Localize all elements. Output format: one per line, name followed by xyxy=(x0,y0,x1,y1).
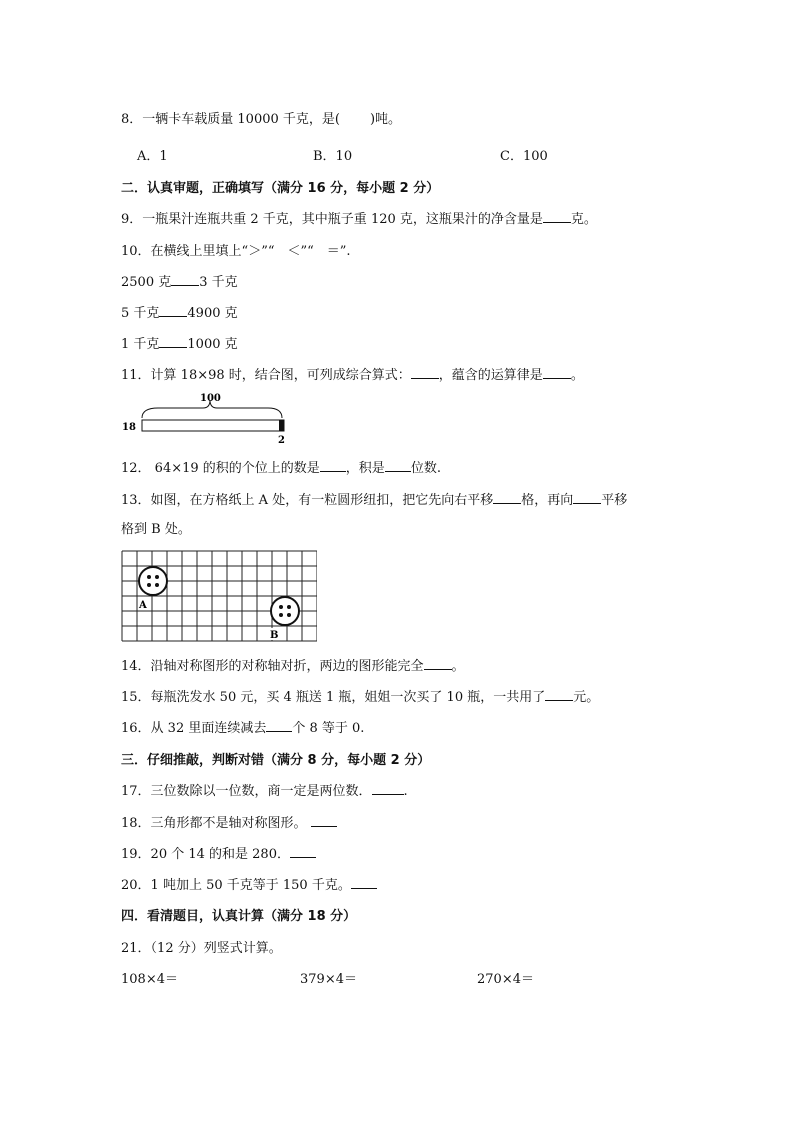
q10-row-2-right: 4900 克 xyxy=(187,306,238,321)
q13-blank-2[interactable] xyxy=(573,491,601,504)
q11-blank-2[interactable] xyxy=(543,366,571,379)
q15-text: 15．每瓶洗发水 50 元，买 4 瓶送 1 瓶，姐姐一次买了 10 瓶，一共用了 xyxy=(121,690,546,705)
q11-bar xyxy=(142,420,284,431)
q10-row-1-right: 3 千克 xyxy=(199,275,238,290)
q20-text: 20．1 吨加上 50 千克等于 150 千克。 xyxy=(121,878,351,893)
q11-text: 11．计算 18×98 时，结合图，可列成综合算式： xyxy=(121,368,411,383)
q14-line xyxy=(121,655,465,674)
q15-line xyxy=(121,686,599,705)
q11-label-2: 2 xyxy=(278,435,285,446)
q16-blank[interactable] xyxy=(266,719,292,732)
q16-text: 16．从 32 里面连续减去 xyxy=(121,721,267,736)
q12-line xyxy=(121,457,441,476)
q12-text: 12． 64×19 的积的个位上的数是 xyxy=(121,461,320,476)
q8-text: 8．一辆卡车载质量 10000 千克，是( xyxy=(121,112,340,127)
q10-row-2-left: 5 千克 xyxy=(121,306,160,321)
q12-blank-1[interactable] xyxy=(320,459,346,472)
q10-text: 10．在横线上里填上“＞”“ ＜”“ ＝”. xyxy=(121,244,351,259)
q21-text: 21．（12 分）列竖式计算。 xyxy=(121,941,282,956)
q19-text: 19．20 个 14 的和是 280． xyxy=(121,847,290,862)
q9-tail: 克。 xyxy=(570,212,597,227)
q18-text: 18．三角形都不是轴对称图形。 xyxy=(121,816,307,831)
q10-row-3-left: 1 千克 xyxy=(121,337,160,352)
q10-row-3 xyxy=(121,333,238,352)
q10-row-3-blank[interactable] xyxy=(159,335,187,348)
button-a-icon xyxy=(139,567,167,595)
q17-tail: . xyxy=(403,784,408,799)
q21-item-2: 379×4＝ xyxy=(300,972,357,987)
q14-tail: 。 xyxy=(451,659,465,674)
button-b-icon xyxy=(271,597,299,625)
q15-blank[interactable] xyxy=(545,688,573,701)
q21-item-1: 108×4＝ xyxy=(121,972,178,987)
q13-blank-1[interactable] xyxy=(493,491,521,504)
section2-title: 二．认真审题，正确填写（满分 16 分，每小题 2 分） xyxy=(121,181,440,196)
q17-text: 17．三位数除以一位数，商一定是两位数． xyxy=(121,784,372,799)
q11-bar-figure xyxy=(118,388,298,446)
q13-label-b: B xyxy=(270,630,279,641)
q8-tail: )吨。 xyxy=(369,112,402,127)
q12-mid: ，积是 xyxy=(345,461,385,476)
q21-item-3: 270×4＝ xyxy=(477,972,534,987)
q18-blank[interactable] xyxy=(311,814,337,827)
q13-grid-lines xyxy=(122,551,317,641)
q13-grid xyxy=(121,550,317,642)
q15-tail: 元。 xyxy=(573,690,600,705)
q11-tail: 。 xyxy=(570,368,584,383)
q10-row-1-left: 2500 克 xyxy=(121,275,172,290)
q11-bar-end xyxy=(279,420,284,431)
q17-blank[interactable] xyxy=(372,782,404,795)
q11-label-100: 100 xyxy=(200,393,221,404)
q9-text: 9．一瓶果汁连瓶共重 2 千克，其中瓶子重 120 克，这瓶果汁的净含量是 xyxy=(121,212,543,227)
q16-line xyxy=(121,717,364,736)
q18-line xyxy=(121,812,337,831)
q16-tail: 个 8 等于 0. xyxy=(292,721,365,736)
q11-line xyxy=(121,364,584,383)
q11-blank-1[interactable] xyxy=(411,366,439,379)
section4-title: 四．看清题目，认真计算（满分 18 分） xyxy=(121,909,357,924)
section3-title: 三．仔细推敲，判断对错（满分 8 分，每小题 2 分） xyxy=(121,753,431,768)
q14-blank[interactable] xyxy=(424,657,452,670)
q17-line xyxy=(121,780,408,799)
q9-line xyxy=(121,208,597,227)
q8-option-c[interactable]: C．100 xyxy=(500,149,548,164)
q19-line xyxy=(121,843,316,862)
q13-tail: 平移 xyxy=(601,493,628,508)
q13-line-2: 格到 B 处。 xyxy=(121,522,191,537)
q11-label-18: 18 xyxy=(122,422,136,433)
q10-row-2 xyxy=(121,302,238,321)
q10-row-3-right: 1000 克 xyxy=(187,337,238,352)
q13-label-a: A xyxy=(139,600,147,611)
q13-line-1 xyxy=(121,489,627,508)
q20-blank[interactable] xyxy=(351,876,377,889)
q10-row-1-blank[interactable] xyxy=(171,273,199,286)
q19-blank[interactable] xyxy=(290,845,316,858)
q10-row-2-blank[interactable] xyxy=(159,304,187,317)
q13-mid: 格，再向 xyxy=(521,493,574,508)
q12-blank-2[interactable] xyxy=(385,459,411,472)
q20-line xyxy=(121,874,377,893)
q8-option-b[interactable]: B．10 xyxy=(313,149,353,164)
q10-row-1 xyxy=(121,271,238,290)
q9-blank[interactable] xyxy=(543,210,571,223)
q8-option-a[interactable]: A．1 xyxy=(137,149,168,164)
q13-text: 13．如图，在方格纸上 A 处，有一粒圆形纽扣，把它先向右平移 xyxy=(121,493,494,508)
q14-text: 14．沿轴对称图形的对称轴对折，两边的图形能完全 xyxy=(121,659,424,674)
q8-line xyxy=(121,108,401,127)
q11-mid: ，蕴含的运算律是 xyxy=(438,368,543,383)
q12-tail: 位数. xyxy=(410,461,441,476)
